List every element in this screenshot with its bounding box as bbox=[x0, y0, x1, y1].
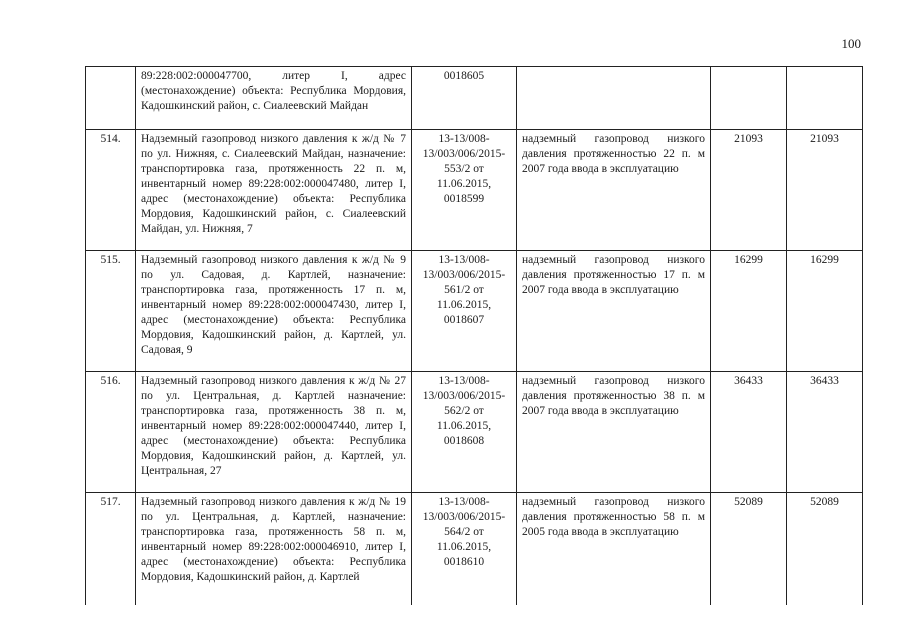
object-description: Надземный газопровод низкого давления к ж/д № 7 по ул. Нижняя, с. Сиалеевский Майдан, назначение: транспортировка газа, протяженность 22 п. м, инвентарный номер 89:228:002:000047480, литер I, адрес (местонахождение) объекта: Республика Мордовия, Кадошкинский район, с. Сиалеевский Майдан, ул. Нижняя, 7 bbox=[136, 130, 412, 251]
row-number: 515. bbox=[86, 251, 136, 372]
object-characteristics: надземный газопровод низкого давления протяженностью 22 п. м 2007 года ввода в эксплуатацию bbox=[517, 130, 711, 251]
book-value: 16299 bbox=[711, 251, 787, 372]
table-row bbox=[86, 67, 863, 130]
residual-value: 36433 bbox=[787, 372, 863, 493]
table-row bbox=[86, 372, 863, 493]
residual-value: 16299 bbox=[787, 251, 863, 372]
table-row bbox=[86, 251, 863, 372]
residual-value: 52089 bbox=[787, 493, 863, 606]
table-row bbox=[86, 493, 863, 606]
registration-record: 0018605 bbox=[412, 67, 517, 130]
row-number: 517. bbox=[86, 493, 136, 606]
object-description: Надземный газопровод низкого давления к ж/д № 9 по ул. Садовая, д. Картлей, назначение: транспортировка газа, протяженность 17 п. м, инвентарный номер 89:228:002:000047430, литер I, адрес (местонахождение) объекта: Республика Мордовия, Кадошкинский район, д. Картлей, ул. Садовая, 9 bbox=[136, 251, 412, 372]
row-number: 514. bbox=[86, 130, 136, 251]
book-value: 36433 bbox=[711, 372, 787, 493]
residual-value: 21093 bbox=[787, 130, 863, 251]
book-value: 21093 bbox=[711, 130, 787, 251]
object-description: Надземный газопровод низкого давления к ж/д № 27 по ул. Центральная, д. Картлей назначение: транспортировка газа, протяженность 38 п. м, инвентарный номер 89:228:002:000047440, литер I, адрес (местонахождение) объекта: Республика Мордовия, Кадошкинский район, д. Картлей, ул. Центральная, 27 bbox=[136, 372, 412, 493]
object-characteristics: надземный газопровод низкого давления протяженностью 58 п. м 2005 года ввода в эксплуатацию bbox=[517, 493, 711, 606]
object-description: Надземный газопровод низкого давления к ж/д № 19 по ул. Центральная, д. Картлей, назначение: транспортировка газа, протяженность 58 п. м, инвентарный номер 89:228:002:000046910, литер I, адрес (местонахождение) объекта: Республика Мордовия, Кадошкинский район, д. Картлей bbox=[136, 493, 412, 606]
table-row bbox=[86, 130, 863, 251]
registration-record: 13-13/008- 13/003/006/2015- 561/2 от 11.06.2015, 0018607 bbox=[412, 251, 517, 372]
object-characteristics bbox=[517, 67, 711, 130]
row-number: 516. bbox=[86, 372, 136, 493]
book-value: 52089 bbox=[711, 493, 787, 606]
object-characteristics: надземный газопровод низкого давления протяженностью 17 п. м 2007 года ввода в эксплуатацию bbox=[517, 251, 711, 372]
book-value bbox=[711, 67, 787, 130]
registration-record: 13-13/008- 13/003/006/2015- 553/2 от 11.06.2015, 0018599 bbox=[412, 130, 517, 251]
object-characteristics: надземный газопровод низкого давления протяженностью 38 п. м 2007 года ввода в эксплуатацию bbox=[517, 372, 711, 493]
property-registry-table bbox=[85, 66, 863, 605]
object-description: 89:228:002:000047700, литер I, адрес (местонахождение) объекта: Республика Мордовия, Кадошкинский район, с. Сиалеевский Майдан bbox=[136, 67, 412, 130]
registration-record: 13-13/008- 13/003/006/2015- 562/2 от 11.06.2015, 0018608 bbox=[412, 372, 517, 493]
registration-record: 13-13/008- 13/003/006/2015- 564/2 от 11.06.2015, 0018610 bbox=[412, 493, 517, 606]
row-number bbox=[86, 67, 136, 130]
residual-value bbox=[787, 67, 863, 130]
page-number: 100 bbox=[841, 36, 861, 51]
